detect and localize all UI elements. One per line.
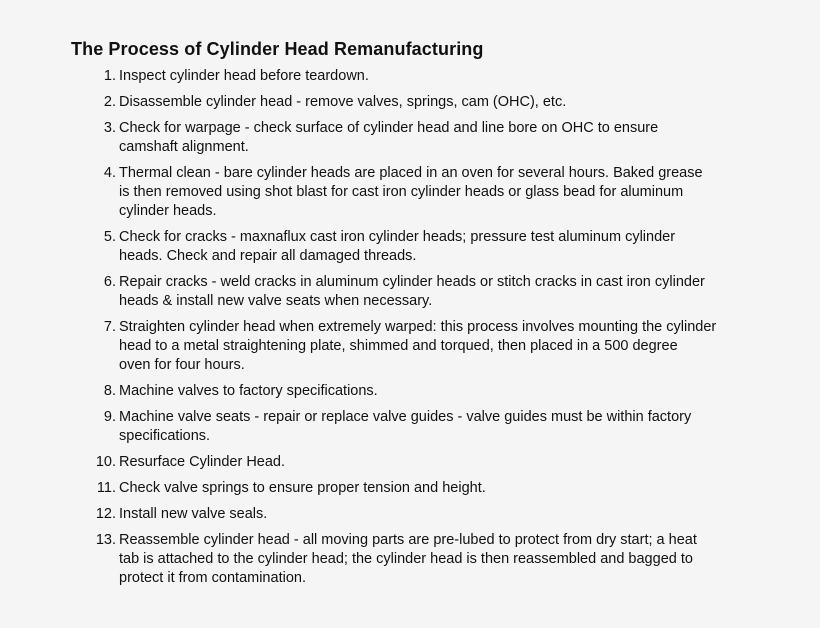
steps-list xyxy=(71,67,771,588)
list-item xyxy=(71,531,771,588)
list-item xyxy=(71,505,771,524)
list-item xyxy=(71,119,771,157)
step-number: 13. xyxy=(95,532,116,548)
list-item xyxy=(71,408,771,446)
step-number: 12. xyxy=(95,506,116,522)
step-text: Machine valve seats - repair or replace valve guides - valve guides must be within factory specifications. xyxy=(119,409,692,444)
step-text: Install new valve seals. xyxy=(119,506,268,522)
step-text: Machine valves to factory specifications. xyxy=(119,383,378,399)
step-number: 11. xyxy=(96,480,116,496)
list-item xyxy=(71,164,771,221)
step-number: 6. xyxy=(103,274,116,290)
list-item xyxy=(71,228,771,266)
step-text: Check valve springs to ensure proper tension and height. xyxy=(119,480,486,496)
step-number: 10. xyxy=(95,454,116,470)
step-text: Inspect cylinder head before teardown. xyxy=(119,68,369,84)
step-number: 7. xyxy=(103,319,116,335)
step-text: Straighten cylinder head when extremely warped: this process involves mounting the cylinder head to a metal straightening plate, shimmed and torqued, then placed in a 500 degree oven for four hours. xyxy=(119,319,717,373)
step-text: Disassemble cylinder head - remove valves, springs, cam (OHC), etc. xyxy=(119,94,567,110)
step-text: Reassemble cylinder head - all moving parts are pre-lubed to protect from dry start; a heat tab is attached to the cylinder head; the cylinder head is then reassembled and bagged to protect it from contamination. xyxy=(119,532,697,586)
step-number: 9. xyxy=(103,409,116,425)
list-item xyxy=(71,479,771,498)
step-number: 3. xyxy=(103,120,116,136)
step-number: 8. xyxy=(103,383,116,399)
document xyxy=(71,38,771,595)
list-item xyxy=(71,318,771,375)
step-number: 4. xyxy=(103,165,116,181)
list-item xyxy=(71,273,771,311)
step-text: Resurface Cylinder Head. xyxy=(119,454,286,470)
list-item xyxy=(71,453,771,472)
list-item xyxy=(71,67,771,86)
list-item xyxy=(71,382,771,401)
step-text: Check for cracks - maxnaflux cast iron cylinder heads; pressure test aluminum cylinder heads. Check and repair all damaged threads. xyxy=(119,229,676,264)
step-text: Check for warpage - check surface of cylinder head and line bore on OHC to ensure camshaft alignment. xyxy=(119,120,659,155)
step-text: Repair cracks - weld cracks in aluminum cylinder heads or stitch cracks in cast iron cylinder heads & install new valve seats when necessary. xyxy=(119,274,705,309)
list-item xyxy=(71,93,771,112)
document-title: The Process of Cylinder Head Remanufacturing xyxy=(71,39,484,59)
step-number: 1. xyxy=(103,68,116,84)
step-number: 5. xyxy=(103,229,116,245)
step-text: Thermal clean - bare cylinder heads are placed in an oven for several hours. Baked grease is then removed using shot blast for cast iron cylinder heads or glass bead for aluminum cylinder heads. xyxy=(119,165,703,219)
step-number: 2. xyxy=(103,94,116,110)
